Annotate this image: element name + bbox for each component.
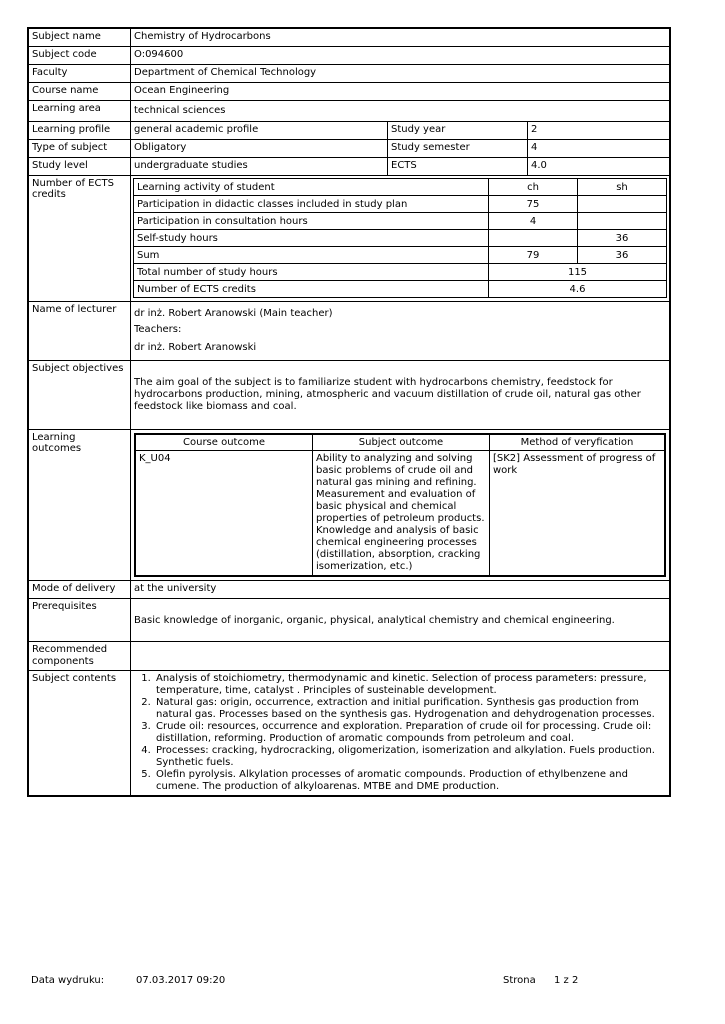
label-study-year: Study year <box>388 122 528 139</box>
outcome-method: [SK2] Assessment of progress of work <box>490 451 666 577</box>
table-row <box>135 451 665 577</box>
value-mode-of-delivery: at the university <box>134 583 217 594</box>
value-recommended <box>131 642 669 670</box>
row-mode-of-delivery <box>29 581 669 599</box>
row-learning-profile <box>29 122 669 140</box>
row-study-level <box>29 158 669 176</box>
list-item: 5. Olefin pyrolysis. Alkylation processes of aromatic compounds. Production of ethylbenzene and cumene. The production of alkyloarenas. MTBE and DME production. <box>154 769 666 793</box>
value-faculty: Department of Chemical Technology <box>134 67 317 78</box>
ects-sh: 36 <box>578 247 667 264</box>
table-row <box>134 213 667 230</box>
ects-sh <box>578 213 667 230</box>
ects-ch: 79 <box>489 247 578 264</box>
label-ects: ECTS <box>388 158 528 175</box>
print-date-label: Data wydruku: <box>31 975 105 986</box>
label-learning-area: Learning area <box>29 101 131 121</box>
outcome-subject: Ability to analyzing and solving basic problems of crude oil and natural gas mining and refining. Measurement and evaluation of basic physical and chemical properties of petroleum products. Knowledge and analysis of basic chemical engineering processes (distillation, absorption, cracking isomerization, etc.) <box>313 451 490 577</box>
table-row <box>134 247 667 264</box>
value-learning-area: technical sciences <box>134 105 226 116</box>
row-subject-code <box>29 47 669 65</box>
row-prerequisites <box>29 599 669 642</box>
ects-ch: 4 <box>489 213 578 230</box>
teachers-label: Teachers: <box>134 324 182 335</box>
contents-cell <box>131 671 669 795</box>
value-learning-profile: general academic profile <box>131 122 388 139</box>
label-subject-name: Subject name <box>29 29 131 46</box>
row-learning-outcomes <box>29 430 669 581</box>
label-lecturer: Name of lecturer <box>29 302 131 360</box>
row-recommended <box>29 642 669 671</box>
outcomes-table <box>134 433 666 577</box>
outcomes-header-row <box>135 434 665 451</box>
ects-total-label: Total number of study hours <box>134 264 489 281</box>
print-date: 07.03.2017 09:20 <box>136 975 226 986</box>
label-mode-of-delivery: Mode of delivery <box>29 581 131 598</box>
outcomes-header-subject: Subject outcome <box>313 434 490 451</box>
value-type-of-subject: Obligatory <box>131 140 388 157</box>
main-teacher: dr inż. Robert Aranowski (Main teacher) <box>134 308 333 319</box>
value-study-year: 2 <box>531 124 538 135</box>
ects-table-cell <box>131 176 670 301</box>
label-subject-code: Subject code <box>29 47 131 64</box>
outcomes-header-course: Course outcome <box>135 434 313 451</box>
ects-credits-value: 4.6 <box>489 281 667 298</box>
page-number: 1 z 2 <box>554 975 579 986</box>
table-row <box>134 196 667 213</box>
row-faculty <box>29 65 669 83</box>
list-item: 3. Crude oil: resources, occurrence and exploration. Preparation of crude oil for processing. Crude oil: distillation, reforming. Production of aromatic compounds from petroleum and coal. <box>154 721 666 745</box>
lecturer-block <box>131 302 669 360</box>
value-subject-name: Chemistry of Hydrocarbons <box>134 31 271 42</box>
ects-table <box>133 178 667 298</box>
row-type-of-subject <box>29 140 669 158</box>
label-faculty: Faculty <box>29 65 131 82</box>
row-contents <box>29 671 669 795</box>
ects-activity: Participation in didactic classes included in study plan <box>134 196 489 213</box>
list-item: 2. Natural gas: origin, occurrence, extraction and initial purification. Synthesis gas production from natural gas. Processes based on the synthesis gas. Hydrogenation and dehydrogenation processes. <box>154 697 666 721</box>
ects-activity: Self-study hours <box>134 230 489 247</box>
syllabus-sheet <box>27 27 671 797</box>
ects-activity: Sum <box>134 247 489 264</box>
label-study-level: Study level <box>29 158 131 175</box>
ects-ch <box>489 230 578 247</box>
label-learning-profile: Learning profile <box>29 122 131 139</box>
label-study-semester: Study semester <box>388 140 528 157</box>
table-row <box>134 230 667 247</box>
value-prerequisites: Basic knowledge of inorganic, organic, physical, analytical chemistry and chemical engineering. <box>134 615 615 626</box>
ects-total-value: 115 <box>489 264 667 281</box>
ects-header-row <box>134 179 667 196</box>
value-study-level: undergraduate studies <box>131 158 388 175</box>
row-subject-name <box>29 29 669 47</box>
page-label: Strona <box>503 975 536 986</box>
contents-list <box>134 673 666 793</box>
list-item: 1. Analysis of stoichiometry, thermodynamic and kinetic. Selection of process parameters: pressure, temperature, time, catalyst . Principles of susteinable development. <box>154 673 666 697</box>
label-prerequisites: Prerequisites <box>29 599 131 641</box>
value-study-semester: 4 <box>531 142 538 153</box>
outcomes-cell <box>131 430 669 580</box>
row-objectives <box>29 361 669 430</box>
teacher-name: dr inż. Robert Aranowski <box>134 342 257 353</box>
label-contents: Subject contents <box>29 671 131 795</box>
list-item: 4. Processes: cracking, hydrocracking, oligomerization, isomerization and alkylation. Fuels production. Synthetic fuels. <box>154 745 666 769</box>
row-ects-credits <box>29 176 669 302</box>
row-course-name <box>29 83 669 101</box>
outcomes-header-method: Method of veryfication <box>490 434 666 451</box>
label-objectives: Subject objectives <box>29 361 131 429</box>
value-objectives: The aim goal of the subject is to familiarize student with hydrocarbons chemistry, feedstock for hydrocarbons production, mining, atmospheric and vacuum distillation of crude oil, natural gas other feedstock like biomass and coal. <box>134 377 641 412</box>
ects-header-activity: Learning activity of student <box>134 179 489 196</box>
ects-sh: 36 <box>578 230 667 247</box>
ects-header-sh: sh <box>578 179 667 196</box>
label-type-of-subject: Type of subject <box>29 140 131 157</box>
value-course-name: Ocean Engineering <box>134 85 230 96</box>
label-recommended: Recommended components <box>29 642 131 670</box>
value-subject-code: O:094600 <box>134 49 184 60</box>
label-course-name: Course name <box>29 83 131 100</box>
row-learning-area <box>29 101 669 122</box>
ects-header-ch: ch <box>489 179 578 196</box>
ects-total-row <box>134 264 667 281</box>
outcome-course: K_U04 <box>135 451 313 577</box>
ects-ch: 75 <box>489 196 578 213</box>
label-learning-outcomes: Learning outcomes <box>29 430 131 580</box>
ects-credits-label: Number of ECTS credits <box>134 281 489 298</box>
row-lecturer <box>29 302 669 361</box>
value-ects: 4.0 <box>531 160 547 171</box>
ects-activity: Participation in consultation hours <box>134 213 489 230</box>
ects-sh <box>578 196 667 213</box>
label-ects-credits: Number of ECTS credits <box>29 176 131 301</box>
ects-credits-row <box>134 281 667 298</box>
